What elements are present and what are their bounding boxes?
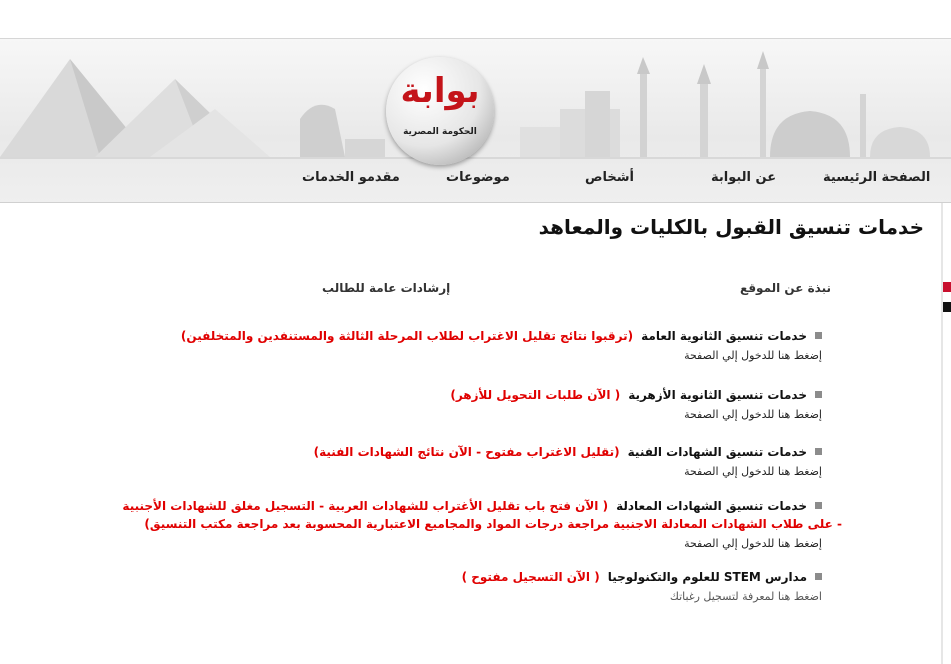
nav-topics[interactable]: موضوعات: [446, 170, 510, 185]
top-bar: [0, 0, 951, 38]
logo-sub-text: الحكومة المصرية: [403, 127, 477, 137]
service-note: (ترقبوا نتائج تقليل الاغتراب لطلاب المرحلة الثالثة والمستنفدين والمتخلفين): [180, 329, 634, 343]
service-enter-link[interactable]: إضغط هنا للدخول إلي الصفحة: [684, 537, 822, 550]
main-content: [0, 203, 943, 664]
service-title: خدمات تنسيق الثانوية العامة: [641, 329, 807, 343]
service-note: ( الآن التسجيل مفتوح ): [461, 570, 600, 584]
nav-about-portal[interactable]: عن البوابة: [711, 170, 777, 185]
bullet-icon: [815, 391, 822, 398]
page-title: خدمات تنسيق القبول بالكليات والمعاهد: [538, 215, 924, 239]
service-note: (تقليل الاغتراب مفتوح - الآن نتائج الشهادات الفنية): [313, 445, 620, 459]
main-nav: [0, 157, 951, 203]
nav-people[interactable]: أشخاص: [585, 170, 634, 185]
service-enter-link[interactable]: إضغط هنا للدخول إلي الصفحة: [684, 465, 822, 478]
service-item-technical-certificates: [62, 443, 822, 478]
service-item-general-secondary: [62, 327, 822, 362]
service-register-link[interactable]: اضغط هنا لمعرفة لتسجيل رغباتك: [669, 590, 822, 603]
service-note: ( الآن فتح باب تقليل الأغتراب للشهادات العربية - التسجيل مغلق للشهادات الأجنبية: [122, 499, 609, 513]
service-item-stem-schools: [62, 568, 822, 603]
subnav-about-site[interactable]: نبذة عن الموقع: [740, 281, 832, 295]
nav-home[interactable]: الصفحة الرئيسية: [823, 170, 931, 185]
site-logo[interactable]: [386, 57, 494, 165]
bullet-icon: [815, 332, 822, 339]
logo-main-text: بوابة: [400, 71, 480, 111]
service-title: مدارس STEM للعلوم والتكنولوجيا: [607, 570, 807, 584]
nav-service-providers[interactable]: مقدمو الخدمات: [302, 170, 400, 185]
service-enter-link[interactable]: إضغط هنا للدخول إلي الصفحة: [684, 408, 822, 421]
service-enter-link[interactable]: إضغط هنا للدخول إلي الصفحة: [684, 349, 822, 362]
service-item-equivalent-certificates: [62, 497, 842, 550]
service-title: خدمات تنسيق الشهادات الفنية: [627, 445, 807, 459]
service-title: خدمات تنسيق الشهادات المعادلة: [616, 499, 807, 513]
service-title: خدمات تنسيق الثانوية الأزهرية: [628, 388, 807, 402]
service-note: ( الآن طلبات التحويل للأزهر): [450, 388, 621, 402]
bullet-icon: [815, 502, 822, 509]
service-note-continued: - على طلاب الشهادات المعادلة الاجنبية مراجعة درجات المواد والمجاميع الاعتبارية المحسوبة بعد مراجعة مكتب التنسيق): [144, 517, 842, 531]
service-item-azhar-secondary: [62, 386, 822, 421]
bullet-icon: [815, 573, 822, 580]
bullet-icon: [815, 448, 822, 455]
subnav-student-guidance[interactable]: إرشادات عامة للطالب: [322, 281, 451, 295]
